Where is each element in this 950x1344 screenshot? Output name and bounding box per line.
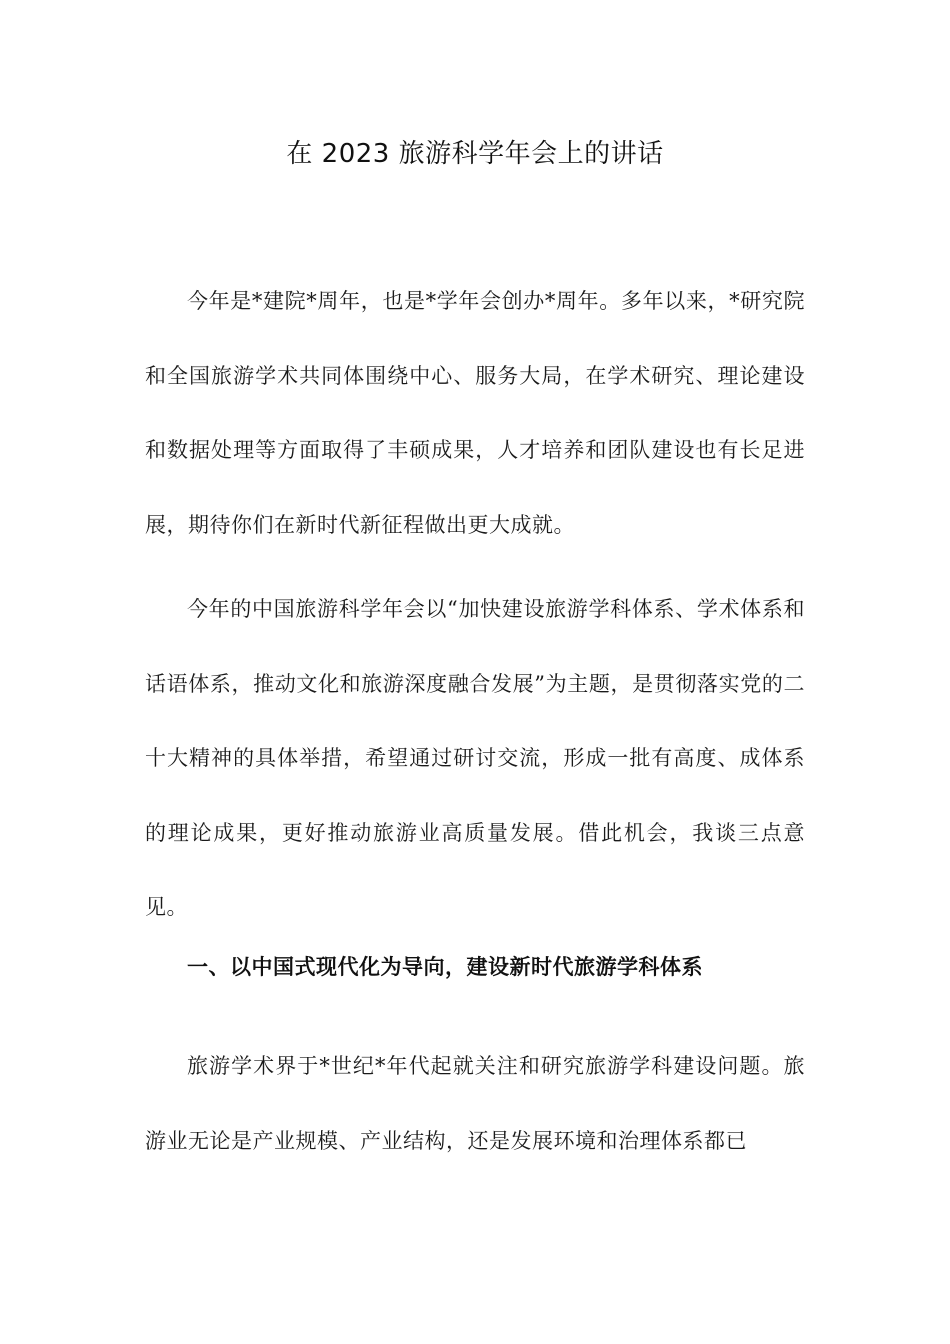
document-title: 在 2023 旅游科学年会上的讲话	[286, 139, 664, 169]
paragraph-section-1: 旅游学术界于*世纪*年代起就关注和研究旅游学科建设问题。旅游业无论是产业规模、产业结构，还是发展环境和治理体系都已	[145, 1054, 805, 1153]
paragraph-theme: 今年的中国旅游科学年会以“加快建设旅游学科体系、学术体系和话语体系，推动文化和旅游深度融合发展”为主题，是贯彻落实党的二十大精神的具体举措，希望通过研讨交流，形成一批有高度、成体系的理论成果，更好推动旅游业高质量发展。借此机会，我谈三点意见。	[145, 597, 805, 919]
section-heading-1: 一、以中国式现代化为导向，建设新时代旅游学科体系	[187, 955, 703, 979]
paragraph-intro: 今年是*建院*周年，也是*学年会创办*周年。多年以来，*研究院和全国旅游学术共同体围绕中心、服务大局，在学术研究、理论建设和数据处理等方面取得了丰硕成果，人才培养和团队建设也有长足进展，期待你们在新时代新征程做出更大成就。	[145, 289, 805, 537]
